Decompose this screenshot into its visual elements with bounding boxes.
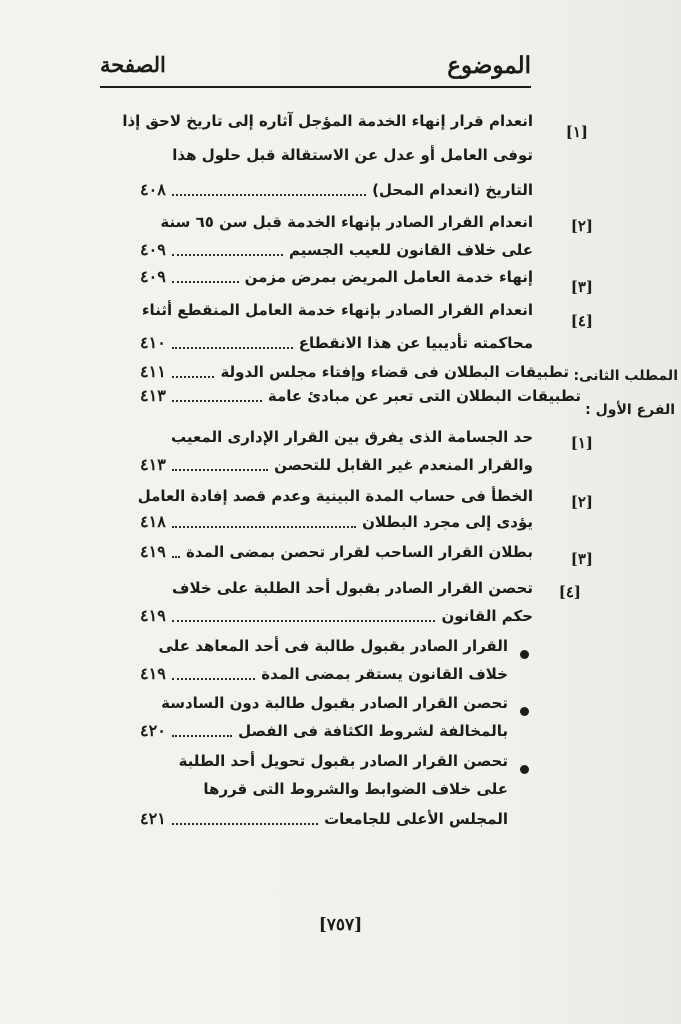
leader-dots [172, 347, 293, 349]
entry-line: انعدام القرار الصادر بإنهاء خدمة العامل المنقطع أثناء [141, 301, 533, 319]
entry-line: محاكمته تأديبيا عن هذا الانقطاع ٤١٠ [140, 329, 533, 357]
page-number: ٤١٩ [140, 542, 166, 561]
bullet-icon [520, 707, 529, 716]
page-number: ٤٠٨ [140, 180, 166, 199]
entry-line: والقرار المنعدم غير القابل للتحصن ٤١٣ [140, 451, 533, 479]
entry-line: بطلان القرار الساحب لقرار تحصن بمضى المدة ٤١٩ [140, 538, 533, 566]
leader-dots [172, 556, 180, 558]
leader-dots [172, 678, 256, 680]
page-number: ٤١٩ [140, 606, 166, 625]
page-number: ٤١١ [140, 362, 166, 381]
page-number: ٤١٣ [140, 386, 166, 405]
entry-number: [٣] [570, 278, 593, 296]
page-number: ٤١٨ [140, 512, 166, 531]
entry-line: الخطأ فى حساب المدة البينية وعدم قصد إفادة العامل [137, 487, 533, 505]
entry-line: التاريخ (انعدام المحل) ٤٠٨ [140, 176, 533, 204]
bullet-icon [520, 650, 529, 659]
leader-dots [172, 194, 366, 196]
page-number: ٤٠٩ [140, 267, 166, 286]
page-number: ٤٢١ [140, 809, 166, 828]
leader-dots [172, 526, 356, 528]
entry-line: خلاف القانون يستقر بمضى المدة ٤١٩ [140, 660, 508, 688]
section-label: الفرع الأول : [585, 402, 675, 418]
leader-dots [172, 376, 215, 378]
page-number: ٤١٩ [140, 664, 166, 683]
entry-number: [٣] [570, 550, 593, 568]
page-number: ٤٢٠ [140, 721, 166, 740]
page-number: ٤١٣ [140, 455, 166, 474]
page-number: ٤١٠ [140, 333, 166, 352]
entry-line: انعدام قرار إنهاء الخدمة المؤجل آثاره إلى تاريخ لاحق إذا [122, 112, 533, 130]
entry-line: انعدام القرار الصادر بإنهاء الخدمة قبل سن ٦٥ سنة [160, 213, 533, 231]
entry-line: على خلاف الضوابط والشروط التى قررها [203, 780, 508, 798]
entry-line: تطبيقات البطلان التى تعبر عن مبادئ عامة ٤١٣ [140, 382, 581, 410]
leader-dots [172, 620, 436, 622]
bullet-icon [520, 765, 529, 774]
entry-line: توفى العامل أو عدل عن الاستقالة قبل حلول هذا [172, 146, 533, 164]
header-page: الصفحة [100, 52, 166, 77]
page-footer-number: [٧٥٧] [318, 915, 363, 935]
leader-dots [172, 469, 268, 471]
entry-line: بالمخالفة لشروط الكثافة فى الفصل ٤٢٠ [140, 717, 508, 745]
leader-dots [172, 254, 283, 256]
entry-number: [٤] [570, 312, 593, 330]
entry-line: على خلاف القانون للعيب الجسيم ٤٠٩ [140, 236, 533, 264]
entry-number: [٢] [570, 493, 593, 511]
entry-line: تحصن القرار الصادر بقبول طالبة دون السادسة [161, 694, 508, 712]
entry-line: تطبيقات البطلان فى قضاء وإفتاء مجلس الدولة ٤١١ [140, 358, 569, 386]
leader-dots [172, 735, 232, 737]
entry-line: تحصن القرار الصادر بقبول أحد الطلبة على خلاف [172, 579, 533, 597]
entry-number: [١] [570, 434, 593, 452]
entry-number: [٢] [570, 217, 593, 235]
leader-dots [172, 281, 239, 283]
entry-line: تحصن القرار الصادر بقبول تحويل أحد الطلبة [178, 752, 508, 770]
entry-line: يؤدى إلى مجرد البطلان ٤١٨ [140, 508, 533, 536]
entry-number: [٤] [558, 583, 581, 601]
entry-number: [١] [565, 123, 588, 141]
entry-line: المجلس الأعلى للجامعات ٤٢١ [140, 805, 508, 833]
entry-line: حد الجسامة الذى يفرق بين القرار الإدارى المعيب [170, 428, 533, 446]
header-topic: الموضوع [447, 52, 531, 79]
entry-line: إنهاء خدمة العامل المريض بمرض مزمن ٤٠٩ [140, 263, 533, 291]
page-number: ٤٠٩ [140, 240, 166, 259]
entry-line: القرار الصادر بقبول طالبة فى أحد المعاهد على [158, 637, 508, 655]
entry-line: حكم القانون ٤١٩ [140, 602, 533, 630]
leader-dots [172, 400, 262, 402]
section-label: المطلب الثانى: [573, 368, 678, 384]
leader-dots [172, 823, 318, 825]
